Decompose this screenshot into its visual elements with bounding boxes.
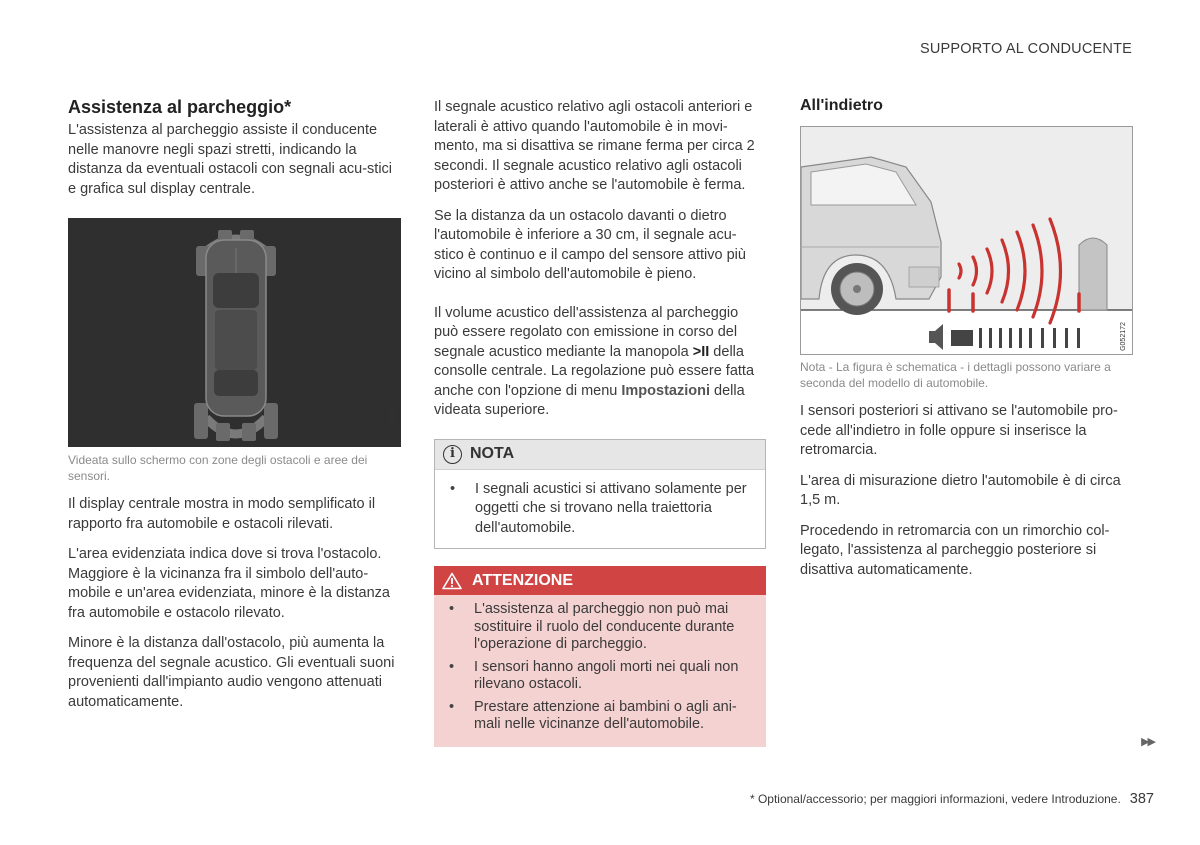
- text-span: della consolle centrale. La regolazione può essere fatta anche con l'opzione di menu: [434, 343, 755, 399]
- paragraph: Il display centrale mostra in modo semplificato il rapporto fra automobile e ostacoli rilevati.: [68, 496, 376, 532]
- warning-box: [434, 566, 766, 747]
- double-chevron-right-icon: ▶▶: [1141, 736, 1154, 748]
- column-middle: [434, 98, 766, 747]
- paragraph: Procedendo in retromarcia con un rimorchio col-legato, l'assistenza al parcheggio posteriore si disattiva automaticamente.: [800, 522, 1110, 578]
- list-item: • I sensori hanno angoli morti nei quali non rilevano ostacoli.: [434, 659, 756, 694]
- paragraph: Se la distanza da un ostacolo davanti o dietro l'automobile è inferiore a 30 cm, il segnale acu-stico è continuo e il campo del sensore attivo più vicino al simbolo dell'automobile è pieno.: [434, 207, 746, 282]
- list-item: • Prestare attenzione ai bambini o agli ani-mali nelle vicinanze dell'automobile.: [434, 699, 756, 734]
- figure-id: G052177: [389, 401, 397, 430]
- list-item: • L'assistenza al parcheggio non può mai sostituire il ruolo del conducente durante l'operazione di parcheggio.: [434, 601, 756, 654]
- rear-sensor-figure: [800, 126, 1133, 355]
- paragraph: L'area di misurazione dietro l'automobile è di circa 1,5 m.: [800, 472, 1121, 508]
- parking-display-figure: [68, 218, 401, 447]
- warning-title: ATTENZIONE: [472, 571, 574, 589]
- column-right: [800, 96, 1133, 591]
- info-icon: i: [443, 445, 462, 464]
- column-left: [68, 96, 398, 723]
- paragraph: Il segnale acustico relativo agli ostacoli anteriori e laterali è attivo quando l'automobile è in movi-mento, ma si disattiva se rimane ferma per circa 2 secondi. Il segnale acustico relativo agli ostacoli posteriori è attivo anche se l'automobile è ferma.: [434, 99, 755, 193]
- note-header: [435, 440, 765, 470]
- page-footer: [750, 791, 1154, 807]
- warning-list: [434, 595, 766, 747]
- note-box: [434, 439, 766, 550]
- intro-paragraph: L'assistenza al parcheggio assiste il conducente nelle manovre negli spazi stretti, indicando la distanza da eventuali ostacoli con segnali acu-stici e grafica sul display centrale.: [68, 122, 393, 197]
- figure-id: G052172: [1120, 322, 1128, 351]
- list-item: • I segnali acustici si attivano solamente per oggetti che si trovano nella traiettoria dell'automobile.: [435, 480, 755, 539]
- paragraph: I sensori posteriori si attivano se l'automobile pro-cede all'indietro in folle oppure si inserisce la retromarcia.: [800, 403, 1118, 458]
- figure-caption: Videata sullo schermo con zone degli ostacoli e aree dei sensori.: [68, 453, 368, 483]
- rear-sensor-illustration: [801, 127, 1132, 354]
- warning-triangle-icon: [442, 572, 462, 590]
- text-span: della videata superiore.: [434, 382, 745, 418]
- note-title: NOTA: [470, 445, 515, 462]
- menu-option: Impostazioni: [621, 382, 710, 399]
- text-span: Il volume acustico dell'assistenza al parcheggio può essere regolato con emissione in corso del segnale acustico mediante la manopola: [434, 304, 739, 360]
- paragraph: [434, 304, 766, 421]
- page-number: 387: [1129, 791, 1154, 807]
- figure-caption: Nota - La figura è schematica - i dettagli possono variare a seconda del modello di automobile.: [800, 360, 1111, 390]
- warning-header: [434, 566, 766, 595]
- section-title: All'indietro: [800, 97, 883, 114]
- paragraph: L'area evidenziata indica dove si trova l'ostacolo. Maggiore è la vicinanza fra il simbolo dell'auto-mobile e un'area evidenziata, minore è la distanza fra automobile e ostacolo rilevato.: [68, 546, 390, 621]
- paragraph: Minore è la distanza dall'ostacolo, più aumenta la frequenza del segnale acustico. Gli eventuali suoni provenienti dall'impianto audio vengono attenuati automaticamente.: [68, 635, 395, 710]
- page-title: Assistenza al parcheggio*: [68, 97, 292, 117]
- knob-label: >II: [692, 343, 710, 360]
- section-header: SUPPORTO AL CONDUCENTE: [919, 41, 1132, 57]
- note-list: [435, 470, 765, 549]
- parking-display-illustration: [68, 218, 401, 447]
- footnote: * Optional/accessorio; per maggiori informazioni, vedere Introduzione.: [749, 792, 1121, 806]
